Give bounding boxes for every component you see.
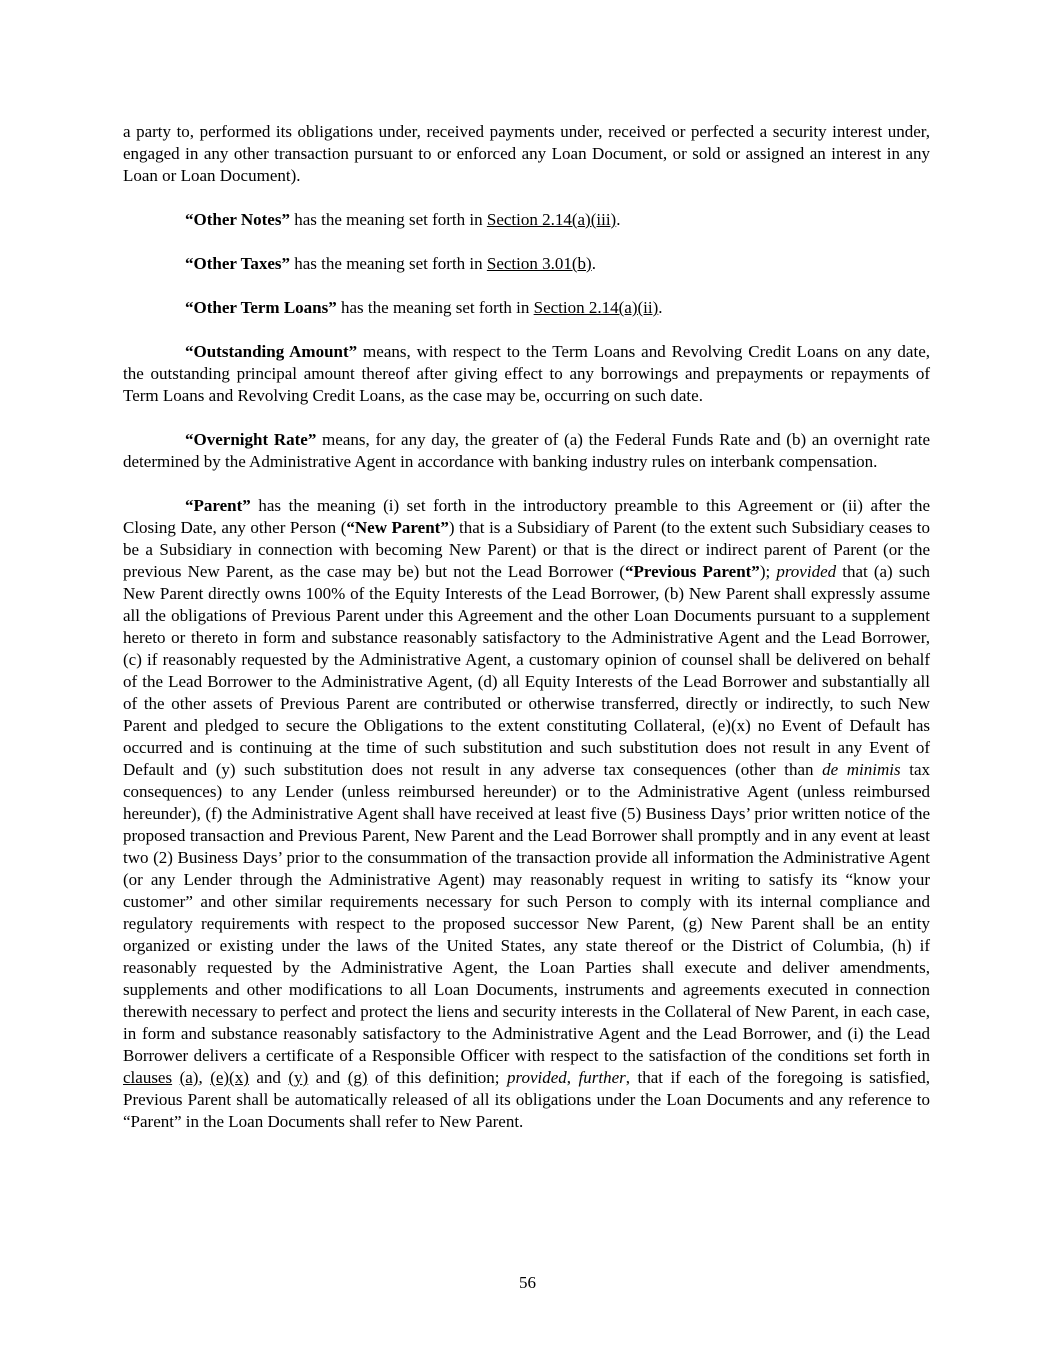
text-run: has the meaning (i) set forth in the introductory preamble to this Agreement or (ii) after the Closing Date, any other Person ( xyxy=(123,496,930,537)
paragraph xyxy=(123,429,930,473)
text-run: and xyxy=(308,1068,348,1087)
text-run: provided xyxy=(506,1068,567,1087)
text-run: , that if each of the foregoing is satisfied, Previous Parent shall be automatically released of all its obligations under the Loan Documents and any reference to “Parent” in the Loan Documents shall refer to New Parent. xyxy=(123,1068,931,1131)
defined-term: “New Parent” xyxy=(346,518,449,537)
section-reference: (e)(x) xyxy=(210,1068,249,1087)
text-run: has the meaning set forth in xyxy=(336,298,534,317)
text-run: ); xyxy=(759,562,777,581)
text-run: de minimis xyxy=(822,760,901,779)
section-reference: clauses xyxy=(123,1068,173,1087)
defined-term: “Other Notes” xyxy=(185,210,290,229)
text-run: a party to, performed its obligations under, received payments under, received or perfected a security interest under, engaged in any other transaction pursuant to or enforced any Loan Document, or sold or assigned an interest in any Loan or Loan Document). xyxy=(123,122,930,185)
defined-term: “Overnight Rate” xyxy=(185,430,317,449)
text-run: . xyxy=(616,210,621,229)
text-run: . xyxy=(658,298,663,317)
paragraph xyxy=(123,495,930,1133)
paragraph xyxy=(123,297,930,319)
defined-term: “Other Term Loans” xyxy=(185,298,337,317)
section-reference: Section 2.14(a)(ii) xyxy=(533,298,659,317)
text-run: has the meaning set forth in xyxy=(290,254,487,273)
defined-term: “Previous Parent” xyxy=(624,562,760,581)
defined-term: “Parent” xyxy=(185,496,251,515)
text-run: . xyxy=(591,254,596,273)
page-number: 56 xyxy=(519,1273,536,1292)
text-run: means, with respect to the Term Loans and Revolving Credit Loans on any date, the outstanding principal amount thereof after giving effect to any borrowings and prepayments or repayments of Term Loans and Revolving Credit Loans, as the case may be, occurring on such date. xyxy=(123,342,931,405)
text-run xyxy=(172,1068,179,1087)
text-run: and xyxy=(248,1068,289,1087)
text-run: means, for any day, the greater of (a) the Federal Funds Rate and (b) an overnight rate determined by the Administrative Agent in accordance with banking industry rules on interbank compensation. xyxy=(123,430,930,471)
text-run: of this definition; xyxy=(367,1068,507,1087)
paragraph xyxy=(123,341,930,407)
section-reference: (a) xyxy=(179,1068,199,1087)
document-body xyxy=(123,121,930,1155)
text-run: has the meaning set forth in xyxy=(289,210,487,229)
text-run: tax consequences) to any Lender (unless reimbursed hereunder) or to the Administrative Agent (unless reimbursed hereunder), (f) the Administrative Agent shall have received at least five (5) Business Days’ prior written notice of the proposed transaction and Previous Parent, New Parent and the Lead Borrower shall promptly and in any event at least two (2) Business Days’ prior to the consummation of the transaction provide all information the Administrative Agent (or any Lender through the Administrative Agent) may reasonably request in writing to satisfy its “know your customer” and other similar requirements necessary for such Person to comply with its internal compliance and regulatory requirements with respect to the proposed successor New Parent, (g) New Parent shall be an entity organized or existing under the laws of the United States, any state thereof or the District of Columbia, (h) if reasonably requested by the Administrative Agent, the Loan Parties shall execute and deliver amendments, supplements and other modifications to all Loan Documents, instruments and agreements executed in connection therewith necessary to perfect and protect the liens and security interests in the Collateral of New Parent, in each case, in form and substance reasonably satisfactory to the Administrative Agent and the Lead Borrower, and (i) the Lead Borrower delivers a certificate of a Responsible Officer with respect to the satisfaction of the conditions set forth in xyxy=(123,760,930,1065)
defined-term: “Outstanding Amount” xyxy=(185,342,358,361)
defined-term: “Other Taxes” xyxy=(185,254,291,273)
text-run: ) that is a Subsidiary of Parent (to the extent such Subsidiary ceases to be a Subsidiary in connection with becoming New Parent) or that is the direct or indirect parent of Parent (or the previous New Parent, as the case may be) but not the Lead Borrower ( xyxy=(123,518,930,581)
page-footer xyxy=(0,1272,1055,1294)
text-run: that (a) such New Parent directly owns 100% of the Equity Interests of the Lead Borrower, (b) New Parent shall expressly assume all the obligations of Previous Parent under this Agreement and the other Loan Documents pursuant to a supplement hereto or thereto in form and substance reasonably satisfactory to the Administrative Agent and the Lead Borrower, (c) if reasonably requested by the Administrative Agent, a customary opinion of counsel shall be delivered on behalf of the Lead Borrower to the Administrative Agent, (d) all Equity Interests of the Lead Borrower and substantially all of the other assets of Previous Parent are contributed or otherwise transferred, directly or indirectly, to such New Parent and pledged to secure the Obligations to the extent constituting Collateral, (e)(x) no Event of Default has occurred and is continuing at the time of such substitution and such substitution does not result in any Event of Default and (y) such substitution does not result in any adverse tax consequences (other than xyxy=(123,562,930,779)
section-reference: (g) xyxy=(347,1068,368,1087)
paragraph xyxy=(123,209,930,231)
text-run: , xyxy=(198,1068,211,1087)
text-run: provided xyxy=(776,562,837,581)
section-reference: Section 3.01(b) xyxy=(486,254,592,273)
paragraph xyxy=(123,121,930,187)
text-run: , xyxy=(566,1068,579,1087)
paragraph xyxy=(123,253,930,275)
section-reference: Section 2.14(a)(iii) xyxy=(486,210,617,229)
section-reference: (y) xyxy=(288,1068,309,1087)
text-run: further xyxy=(578,1068,626,1087)
